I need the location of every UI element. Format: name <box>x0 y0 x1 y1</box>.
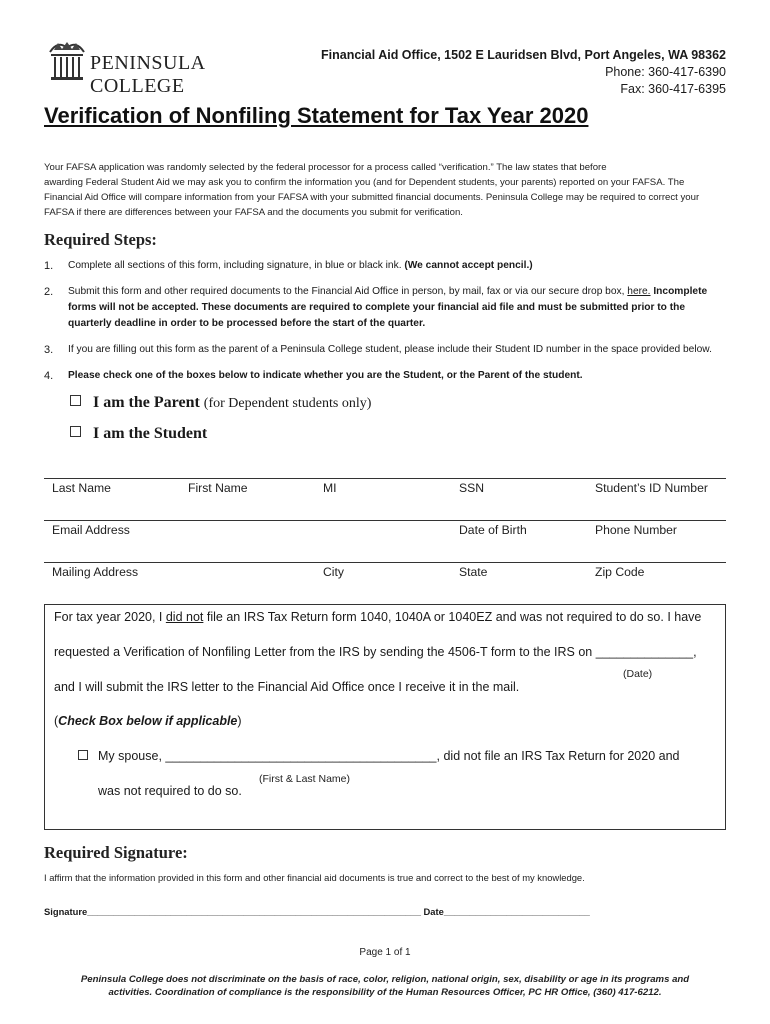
parent-note: (for Dependent students only) <box>203 396 372 411</box>
page-title: Verification of Nonfiling Statement for Tax Year 2020 <box>44 103 589 128</box>
step-number: 3. <box>44 344 54 356</box>
step-number: 4. <box>44 370 54 382</box>
college-logo <box>48 38 288 97</box>
nonfiling-text: For tax year 2020, I <box>54 610 166 624</box>
required-steps-heading: Required Steps: <box>44 230 157 249</box>
intro-line: FAFSA if there are differences between your FAFSA and the documents you submit for verification. <box>44 207 463 218</box>
lighthouse-icon <box>48 38 86 82</box>
step-number: 2. <box>44 286 54 298</box>
student-choice <box>70 425 207 443</box>
step-4 <box>44 368 728 384</box>
student-id-field[interactable]: Student’s ID Number <box>595 481 708 495</box>
office-contact <box>321 47 726 98</box>
spouse-checkbox[interactable] <box>78 750 88 760</box>
step-bold-text: Please check one of the boxes below to indicate whether you are the Student, or the Parent of the student. <box>68 370 583 381</box>
zip-field[interactable]: Zip Code <box>595 565 645 579</box>
spouse-line-2: was not required to do so. <box>98 784 242 798</box>
spouse-name-label: (First & Last Name) <box>259 773 351 785</box>
nonfiling-line-1 <box>54 610 701 624</box>
mailing-address-field[interactable]: Mailing Address <box>52 565 139 579</box>
intro-paragraph <box>44 160 728 220</box>
intro-line: Your FAFSA application was randomly selected by the federal processor for a process called “verification.” The law states that before <box>44 162 607 173</box>
college-name: PENINSULA COLLEGE <box>90 52 205 97</box>
dob-field[interactable]: Date of Birth <box>459 523 527 537</box>
date-label: (Date) <box>623 668 653 680</box>
ssn-field[interactable]: SSN <box>459 481 485 495</box>
email-field[interactable]: Email Address <box>52 523 130 537</box>
check-note <box>54 714 242 728</box>
step-bold-text: (We cannot accept pencil.) <box>404 260 533 271</box>
signature-date-line[interactable]: Signature________________________________________________________________ Date____________________________ <box>44 906 590 917</box>
footer-line: activities. Coordination of compliance is the responsibility of the Human Resources Officer, PC HR Office, (360) 417-6212. <box>108 987 662 998</box>
phone-field[interactable]: Phone Number <box>595 523 677 537</box>
required-signature-heading: Required Signature: <box>44 843 188 862</box>
nonfiling-line-3: and I will submit the IRS letter to the Financial Aid Office once I receive it in the mail. <box>54 680 520 694</box>
nondiscrimination-footer <box>50 973 720 999</box>
office-fax: Fax: 360-417-6395 <box>620 82 726 96</box>
student-checkbox[interactable] <box>70 426 81 437</box>
footer-line: Peninsula College does not discriminate on the basis of race, color, religion, national origin, sex, disability or age in its programs and <box>80 974 690 985</box>
drop-box-link[interactable]: here. <box>627 286 651 297</box>
intro-line: awarding Federal Student Aid we may ask you to confirm the information you (and for Dependent students, your parents) reported on your FAFSA. The <box>44 177 685 188</box>
step-3 <box>44 342 728 358</box>
spouse-name-input[interactable]: My spouse, _______________________________________, did not file an IRS Tax Return for 2020 and <box>98 749 680 763</box>
page-number: Page 1 of 1 <box>359 947 411 958</box>
office-address: Financial Aid Office, 1502 E Lauridsen Blvd, Port Angeles, WA 98362 <box>321 48 726 62</box>
paren: ) <box>237 714 242 728</box>
affirm-text: I affirm that the information provided in this form and other financial aid documents is true and correct to the best of my knowledge. <box>44 872 585 883</box>
office-phone: Phone: 360-417-6390 <box>605 65 726 79</box>
parent-label: I am the Parent <box>93 394 200 411</box>
parent-choice <box>70 394 371 412</box>
step-1 <box>44 258 728 274</box>
spouse-line <box>78 749 680 763</box>
student-label: I am the Student <box>93 425 208 442</box>
intro-line: Financial Aid Office will compare information from your FAFSA with your submitted financial documents. Peninsula College may be required to correct your <box>44 192 700 203</box>
step-text: Complete all sections of this form, including signature, in blue or black ink. <box>68 260 405 271</box>
city-field[interactable]: City <box>323 565 344 579</box>
state-field[interactable]: State <box>459 565 488 579</box>
step-number: 1. <box>44 260 54 272</box>
divider <box>44 478 726 479</box>
paren: ( <box>54 714 59 728</box>
did-not-text: did not <box>165 610 204 624</box>
check-note-text: Check Box below if applicable <box>58 714 238 728</box>
step-2 <box>44 284 728 332</box>
mi-field[interactable]: MI <box>323 481 337 495</box>
nonfiling-text: file an IRS Tax Return form 1040, 1040A or 1040EZ and was not required to do so. I have <box>203 610 702 624</box>
first-name-field[interactable]: First Name <box>188 481 248 495</box>
divider <box>44 562 726 563</box>
parent-checkbox[interactable] <box>70 395 81 406</box>
step-bold-text: Incomplete forms will not be accepted. These documents are required to complete your financial aid file and must be submitted prior to the quarterly deadline in order to be processed before the start of the quarter. <box>68 286 708 329</box>
step-text: Submit this form and other required documents to the Financial Aid Office in person, by mail, fax or via our secure drop box, <box>68 286 628 297</box>
divider <box>44 520 726 521</box>
step-text: If you are filling out this form as the parent of a Peninsula College student, please include their Student ID number in the space provided below. <box>68 344 712 355</box>
last-name-field[interactable]: Last Name <box>52 481 111 495</box>
nonfiling-statement-box <box>44 604 726 830</box>
steps-list <box>44 258 728 394</box>
nonfiling-line-2[interactable]: requested a Verification of Nonfiling Letter from the IRS by sending the 4506-T form to the IRS on ______________, <box>54 645 697 659</box>
